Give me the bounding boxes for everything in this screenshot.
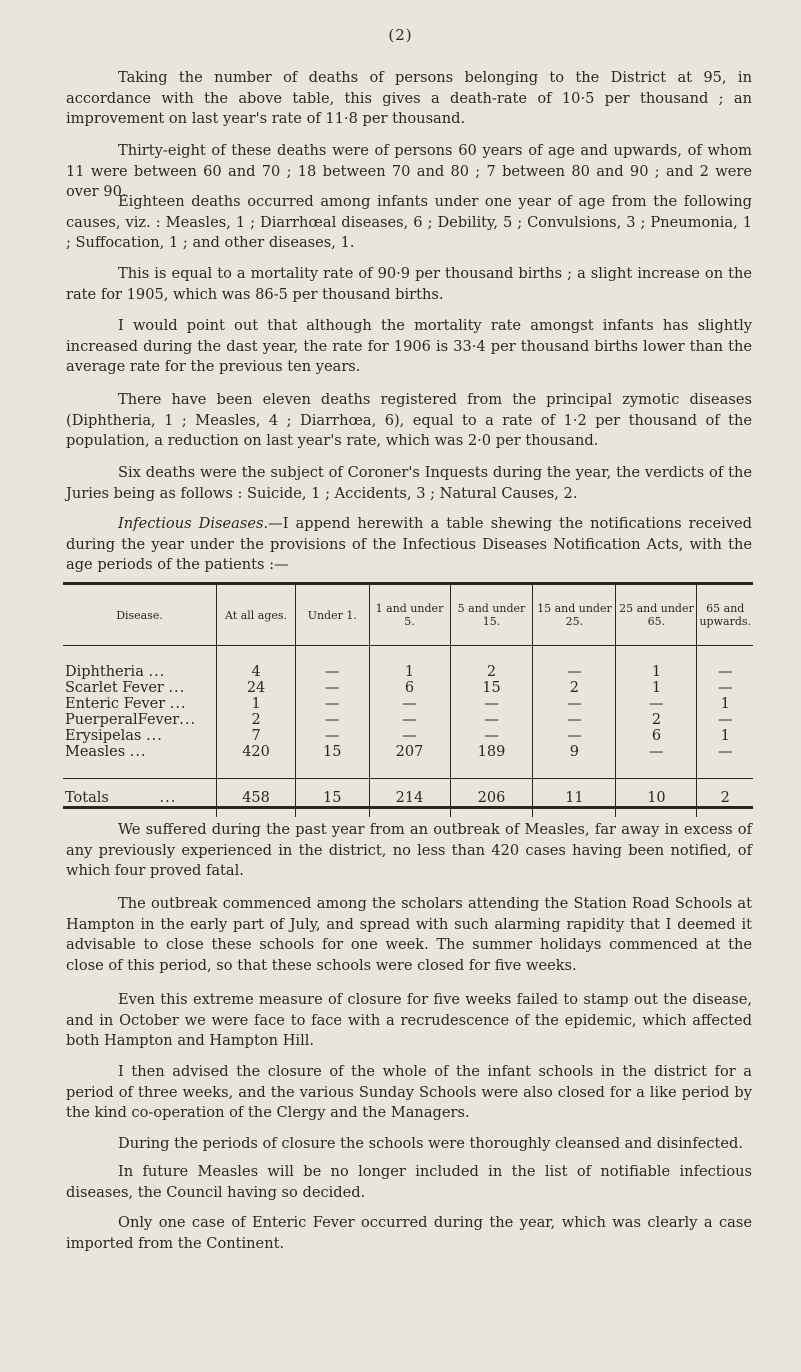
cell-total: 2 [697, 779, 753, 818]
infectious-text: —I append herewith a table shewing the notifications received during the year under the provisions of the Infectious Diseases Notification Acts, with the age periods of the patients :— [66, 515, 752, 573]
cell-value: — [533, 712, 616, 728]
cell-value: — [296, 696, 369, 712]
paragraph-infectious-intro [66, 514, 752, 576]
disease-name: Measles [65, 744, 126, 760]
disease-name: Erysipelas [65, 728, 142, 744]
cell-disease [63, 646, 217, 681]
cell-value: 1 [616, 680, 697, 696]
cell-value: 2 [450, 646, 533, 681]
cell-totals-label [63, 779, 217, 818]
header-15-to-25: 15 and under 25. [533, 585, 616, 646]
table-row [63, 728, 753, 744]
cell-value: — [450, 728, 533, 744]
cell-value: 2 [616, 712, 697, 728]
cell-disease [63, 712, 217, 728]
cell-value: — [533, 646, 616, 681]
leader-dots: ... [148, 664, 166, 680]
cell-value: — [450, 712, 533, 728]
paragraph-infant-rate: I would point out that although the mortality rate amongst infants has slightly increased during the dast year, the rate for 1906 is 33·4 per thousand births lower than the average rate for the previous ten years. [66, 317, 752, 375]
cell-value: — [616, 696, 697, 712]
cell-value: — [533, 728, 616, 744]
cell-total: 11 [533, 779, 616, 818]
cell-total: 214 [369, 779, 450, 818]
paragraph-enteric: Only one case of Enteric Fever occurred during the year, which was clearly a case imported from the Continent. [66, 1214, 752, 1252]
cell-value: — [450, 696, 533, 712]
cell-value: 15 [450, 680, 533, 696]
cell-value: 9 [533, 744, 616, 779]
paragraph-infant-deaths: Eighteen deaths occurred among infants under one year of age from the following causes, viz. : Measles, 1 ; Diarrhœal diseases, 6 ; Debility, 5 ; Convulsions, 3 ; Pneumonia, 1 ; Suffocation, 1 ; and other diseases, 1. [66, 193, 752, 251]
disease-name: Enteric Fever [65, 696, 166, 712]
cell-value: 420 [217, 744, 296, 779]
cell-value: 189 [450, 744, 533, 779]
cell-value: — [369, 696, 450, 712]
cell-value: — [369, 728, 450, 744]
disease-name: Diphtheria [65, 664, 144, 680]
disease-name: PuerperalFever [65, 712, 180, 728]
leader-dots: ... [159, 790, 177, 806]
disease-name: Scarlet Fever [65, 680, 164, 696]
cell-disease [63, 744, 217, 779]
cell-value: 207 [369, 744, 450, 779]
cell-total: 206 [450, 779, 533, 818]
cell-disease [63, 728, 217, 744]
cell-value: — [296, 680, 369, 696]
cell-value: 15 [296, 744, 369, 779]
table-row [63, 646, 753, 681]
header-5-to-15: 5 and under 15. [450, 585, 533, 646]
cell-value: 6 [616, 728, 697, 744]
cell-value: — [697, 646, 753, 681]
cell-value: — [697, 712, 753, 728]
paragraph-school-closure: I then advised the closure of the whole of the infant schools in the district for a period of three weeks, and the various Sunday Schools were also closed for a like period by the kind co-operation of the Clergy and the Managers. [66, 1063, 752, 1121]
cell-value: 1 [697, 696, 753, 712]
infectious-lead: Infectious Diseases. [118, 515, 269, 532]
cell-value: 1 [697, 728, 753, 744]
paragraph-notifiable: In future Measles will be no longer included in the list of notifiable infectious diseases, the Council having so decided. [66, 1163, 752, 1201]
header-25-to-65: 25 and under 65. [616, 585, 697, 646]
cell-total: 15 [296, 779, 369, 818]
paragraph-measles-outbreak: We suffered during the past year from an outbreak of Measles, far away in excess of any previously experienced in the district, no less than 420 cases having been notified, of which four proved fatal. [66, 821, 752, 879]
paragraph-inquests: Six deaths were the subject of Coroner's Inquests during the year, the verdicts of the Juries being as follows : Suicide, 1 ; Accidents, 3 ; Natural Causes, 2. [66, 464, 752, 502]
totals-label: Totals [65, 790, 109, 806]
leader-dots: ... [179, 712, 197, 728]
paragraph-elderly-deaths: Thirty-eight of these deaths were of persons 60 years of age and upwards, of whom 11 were between 60 and 70 ; 18 between 70 and 80 ; 7 between 80 and 90 ; and 2 were over 90. [66, 142, 752, 200]
paragraph-death-rate: Taking the number of deaths of persons belonging to the District at 95, in accordance with the above table, this gives a death-rate of 10·5 per thousand ; an improvement on last year's rate of 11·8 per thousand. [66, 69, 752, 127]
table-bottom-rule [63, 806, 753, 809]
paragraph-outbreak-start: The outbreak commenced among the scholars attending the Station Road Schools at Hampton in the early part of July, and spread with such alarming rapidity that I deemed it advisable to close these schools for one week. The summer holidays commenced at the close of this period, so that these schools were closed for five weeks. [66, 895, 752, 974]
header-1-to-5: 1 and under 5. [369, 585, 450, 646]
paragraph-zymotic: There have been eleven deaths registered from the principal zymotic diseases (Diphtheria, 1 ; Measles, 4 ; Diarrhœa, 6), equal to a rate of 1·2 per thousand of the population, a reduction on last year's rate, which was 2·0 per thousand. [66, 391, 752, 449]
cell-value: — [296, 728, 369, 744]
cell-value: 1 [616, 646, 697, 681]
paragraph-disinfection: During the periods of closure the schools were thoroughly cleansed and disinfected. [118, 1135, 744, 1152]
cell-value: 2 [533, 680, 616, 696]
cell-disease [63, 696, 217, 712]
cell-value: — [369, 712, 450, 728]
cell-value: 1 [217, 696, 296, 712]
cell-value: — [296, 712, 369, 728]
leader-dots: ... [145, 728, 163, 744]
notifications-table [63, 585, 753, 817]
cell-total: 458 [217, 779, 296, 818]
cell-value: — [296, 646, 369, 681]
table-header-row [63, 585, 753, 646]
cell-value: 1 [369, 646, 450, 681]
table-row [63, 696, 753, 712]
cell-value: — [533, 696, 616, 712]
table-row [63, 744, 753, 779]
leader-dots: ... [168, 680, 186, 696]
table-row [63, 712, 753, 728]
header-65-up: 65 and upwards. [697, 585, 753, 646]
totals-row [63, 779, 753, 818]
paragraph-recrudescence: Even this extreme measure of closure for five weeks failed to stamp out the disease, and in October we were face to face with a recrudescence of the epidemic, which affected both Hampton and Hampton Hill. [66, 991, 752, 1049]
header-all-ages: At all ages. [217, 585, 296, 646]
paragraph-mortality-rate: This is equal to a mortality rate of 90·9 per thousand births ; a slight increase on the rate for 1905, which was 86-5 per thousand births. [66, 265, 752, 303]
cell-value: 7 [217, 728, 296, 744]
cell-value: 24 [217, 680, 296, 696]
header-disease: Disease. [63, 585, 217, 646]
leader-dots: ... [129, 744, 147, 760]
leader-dots: ... [169, 696, 187, 712]
cell-disease [63, 680, 217, 696]
cell-value: — [697, 680, 753, 696]
table-row [63, 680, 753, 696]
cell-value: 4 [217, 646, 296, 681]
cell-total: 10 [616, 779, 697, 818]
cell-value: — [616, 744, 697, 779]
cell-value: 2 [217, 712, 296, 728]
page-number: (2) [388, 26, 413, 44]
cell-value: 6 [369, 680, 450, 696]
cell-value: — [697, 744, 753, 779]
header-under-1: Under 1. [296, 585, 369, 646]
